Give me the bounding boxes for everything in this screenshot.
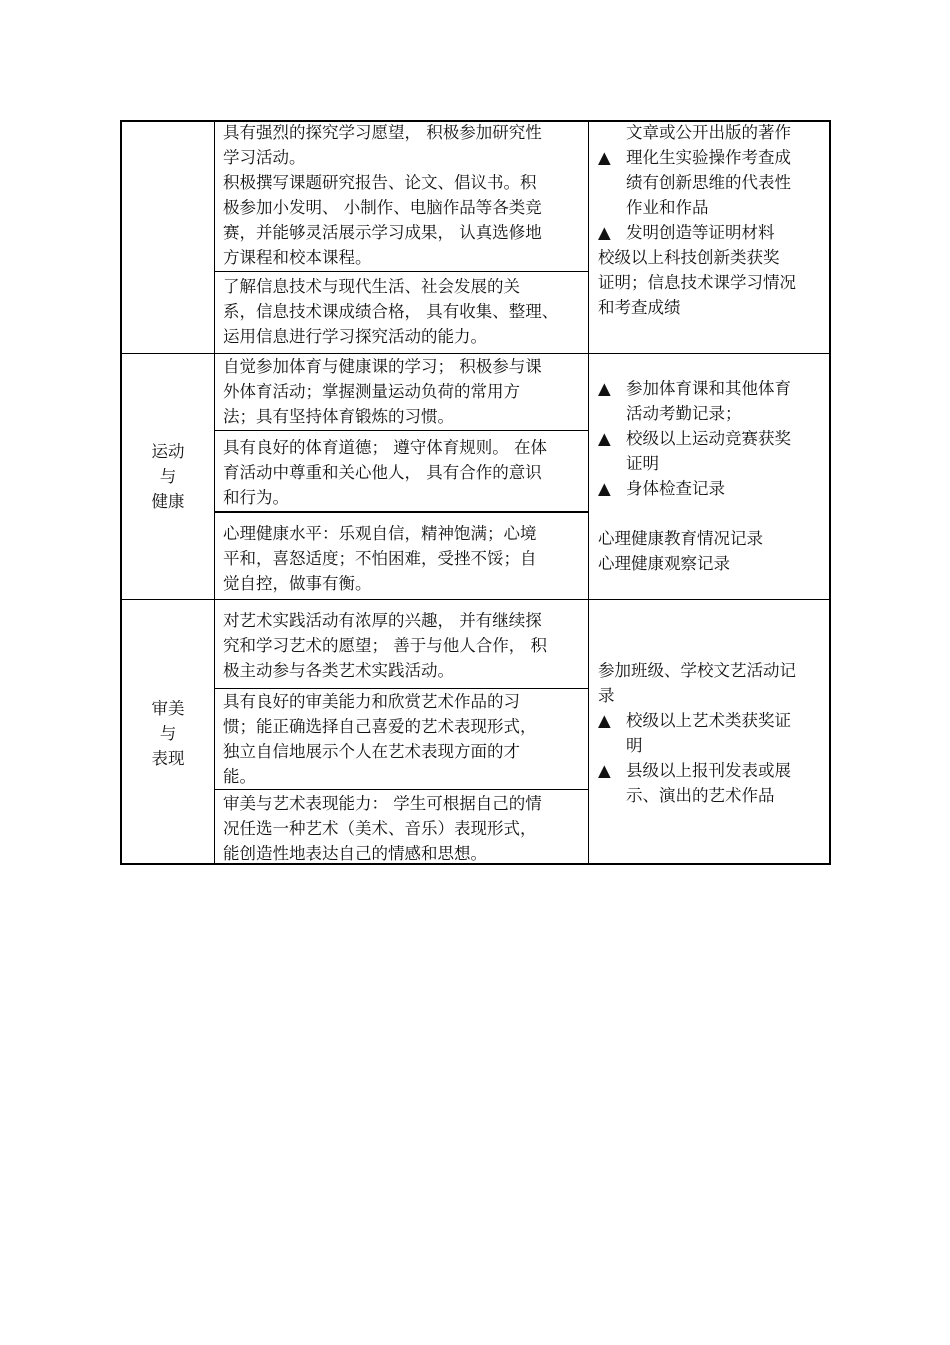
text-line: 具有强烈的探究学习愿望， 积极参加研究性 — [223, 123, 542, 142]
text-line: 示、演出的艺术作品 — [626, 786, 775, 805]
text-line: 与 — [159, 467, 177, 486]
criteria-cell — [223, 435, 588, 510]
text-line: 健康 — [151, 492, 185, 511]
criteria-separator — [214, 271, 588, 272]
category-label — [122, 696, 214, 771]
column-divider-1 — [214, 122, 215, 863]
text-line: 县级以上报刊发表或展 — [626, 761, 791, 780]
text-line: 况任选一种艺术（美术、音乐）表现形式， — [223, 819, 537, 838]
text-line: 心理健康水平：乐观自信，精神饱满；心境 — [223, 524, 537, 543]
text-line: 校级以上科技创新类获奖 — [598, 248, 780, 267]
text-line: 惯；能正确选择自己喜爱的艺术表现形式， — [223, 717, 537, 736]
text-line: 运用信息进行学习探究活动的能力。 — [223, 327, 487, 346]
text-line: 能。 — [223, 767, 256, 786]
text-line: 法；具有坚持体育锻炼的习惯。 — [223, 407, 454, 426]
triangle-bullet-icon: ▲ — [598, 379, 611, 398]
triangle-bullet-icon: ▲ — [598, 429, 611, 448]
text-line: 究和学习艺术的愿望； 善于与他人合作， 积 — [223, 636, 547, 655]
triangle-bullet-icon: ▲ — [598, 479, 611, 498]
bullet-item — [598, 476, 828, 501]
text-line: 活动考勤记录； — [626, 404, 742, 423]
text-line: 心理健康观察记录 — [598, 554, 730, 573]
text-line: 文章或公开出版的著作 — [626, 123, 791, 142]
evidence-cell — [598, 376, 828, 576]
text-line: 理化生实验操作考查成 — [626, 148, 791, 167]
text-line: 审美与艺术表现能力： 学生可根据自己的情 — [223, 794, 542, 813]
text-line: 与 — [159, 724, 177, 743]
triangle-bullet-icon: ▲ — [598, 223, 611, 242]
criteria-cell — [223, 521, 588, 596]
text-line: 觉自控，做事有衡。 — [223, 574, 372, 593]
column-divider-2 — [588, 122, 589, 863]
text-line: 参加体育课和其他体育 — [626, 379, 791, 398]
criteria-cell — [223, 120, 588, 270]
category-label — [122, 439, 214, 514]
text-line: 学习活动。 — [223, 148, 306, 167]
criteria-cell — [223, 274, 588, 349]
text-line: 作业和作品 — [626, 198, 709, 217]
text-line: 运动 — [151, 442, 185, 461]
bullet-item — [598, 708, 828, 733]
bullet-item — [598, 220, 828, 245]
triangle-bullet-icon: ▲ — [598, 148, 611, 167]
text-line: 系，信息技术课成绩合格， 具有收集、整理、 — [223, 302, 559, 321]
text-line: 发明创造等证明材料 — [626, 223, 775, 242]
text-line: 审美 — [151, 699, 185, 718]
criteria-separator — [214, 789, 588, 790]
text-line: 具有良好的体育道德； 遵守体育规则。 在体 — [223, 438, 547, 457]
bullet-item — [598, 376, 828, 401]
text-line: 参加班级、学校文艺活动记 — [598, 661, 796, 680]
text-line: 绩有创新思维的代表性 — [626, 173, 791, 192]
bullet-item — [598, 145, 828, 170]
text-line: 表现 — [151, 749, 185, 768]
text-line: 育活动中尊重和关心他人， 具有合作的意识 — [223, 463, 542, 482]
text-line: 和行为。 — [223, 488, 289, 507]
text-line: 赛，并能够灵活展示学习成果， 认真选修地 — [223, 223, 542, 242]
evidence-cell — [598, 120, 828, 320]
text-line: 和考查成绩 — [598, 298, 681, 317]
criteria-cell — [223, 608, 588, 683]
triangle-bullet-icon: ▲ — [598, 711, 611, 730]
text-line: 积极撰写课题研究报告、论文、倡议书。积 — [223, 173, 537, 192]
text-line: 校级以上运动竞赛获奖 — [626, 429, 791, 448]
text-line: 方课程和校本课程。 — [223, 248, 372, 267]
text-line: 能创造性地表达自己的情感和思想。 — [223, 844, 487, 863]
text-line: 了解信息技术与现代生活、社会发展的关 — [223, 277, 520, 296]
criteria-cell — [223, 791, 588, 866]
text-line: 身体检查记录 — [626, 479, 725, 498]
text-line: 明 — [626, 736, 643, 755]
text-line: 证明 — [626, 454, 659, 473]
text-line: 对艺术实践活动有浓厚的兴趣， 并有继续探 — [223, 611, 542, 630]
text-line: 录 — [598, 686, 615, 705]
text-line: 心理健康教育情况记录 — [598, 529, 763, 548]
text-line: 外体育活动；掌握测量运动负荷的常用方 — [223, 382, 520, 401]
criteria-cell — [223, 689, 588, 789]
text-line: 具有良好的审美能力和欣赏艺术作品的习 — [223, 692, 520, 711]
text-line: 校级以上艺术类获奖证 — [626, 711, 791, 730]
row-separator-2 — [122, 599, 829, 600]
bullet-item — [598, 426, 828, 451]
evaluation-table — [120, 120, 831, 865]
text-line: 独立自信地展示个人在艺术表现方面的才 — [223, 742, 520, 761]
triangle-bullet-icon: ▲ — [598, 761, 611, 780]
text-line: 自觉参加体育与健康课的学习； 积极参与课 — [223, 357, 542, 376]
evidence-cell — [598, 658, 828, 808]
criteria-separator — [214, 511, 588, 513]
text-line: 极参加小发明、 小制作、电脑作品等各类竞 — [223, 198, 542, 217]
bullet-item — [598, 758, 828, 783]
criteria-separator — [214, 430, 588, 431]
text-line: 证明；信息技术课学习情况 — [598, 273, 796, 292]
text-line: 平和，喜怒适度；不怕困难，受挫不馁；自 — [223, 549, 537, 568]
criteria-cell — [223, 354, 588, 429]
text-line: 极主动参与各类艺术实践活动。 — [223, 661, 454, 680]
